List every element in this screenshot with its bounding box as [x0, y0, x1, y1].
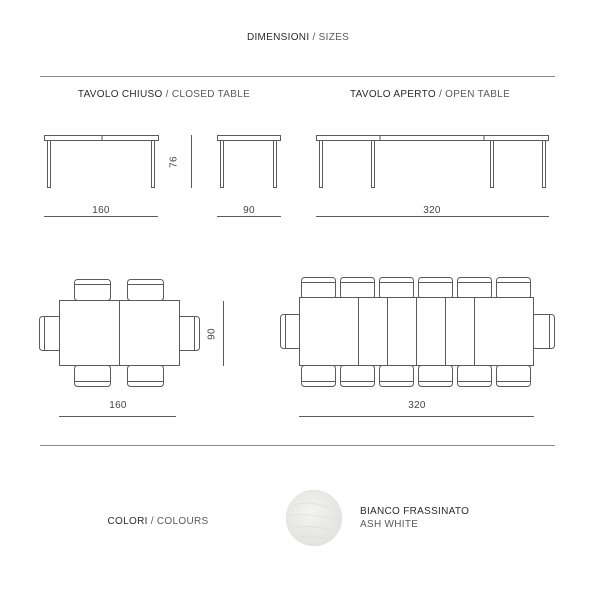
- title-sub: SIZES: [318, 32, 350, 43]
- open-label-separator: /: [435, 89, 446, 100]
- plan-depth-label: 90: [206, 328, 218, 340]
- open-label-main: TAVOLO APERTO: [349, 89, 436, 100]
- closed-label-separator: /: [162, 89, 172, 100]
- colours-label-main: COLORI: [107, 516, 148, 527]
- ash-white-swatch: [286, 490, 342, 546]
- open-table-front-view: [317, 136, 549, 188]
- title-main: DIMENSIONI: [246, 32, 310, 43]
- closed-label-sub: CLOSED TABLE: [171, 89, 251, 100]
- open-table-plan-view: [281, 278, 555, 387]
- closed-table-side-view: [218, 136, 281, 188]
- title-separator: /: [309, 32, 319, 43]
- open-length-label: 320: [423, 205, 441, 216]
- closed-length-label: 160: [92, 205, 110, 216]
- colours-label: [108, 516, 209, 527]
- closed-table-plan-view: [40, 280, 200, 387]
- closed-label-main: TAVOLO CHIUSO: [77, 89, 163, 100]
- closed-table-front-view: [45, 136, 159, 188]
- finish-name-italian: BIANCO FRASSINATO: [360, 506, 470, 517]
- closed-depth-label: 90: [243, 205, 255, 216]
- closed-plan-length-label: 160: [109, 400, 127, 411]
- colours-label-sub: COLOURS: [156, 516, 209, 527]
- height-dimension-label: 76: [168, 156, 180, 168]
- finish-name-english: ASH WHITE: [360, 519, 419, 530]
- open-label-sub: OPEN TABLE: [445, 89, 511, 100]
- open-plan-length-label: 320: [408, 400, 426, 411]
- colours-label-separator: /: [147, 516, 157, 527]
